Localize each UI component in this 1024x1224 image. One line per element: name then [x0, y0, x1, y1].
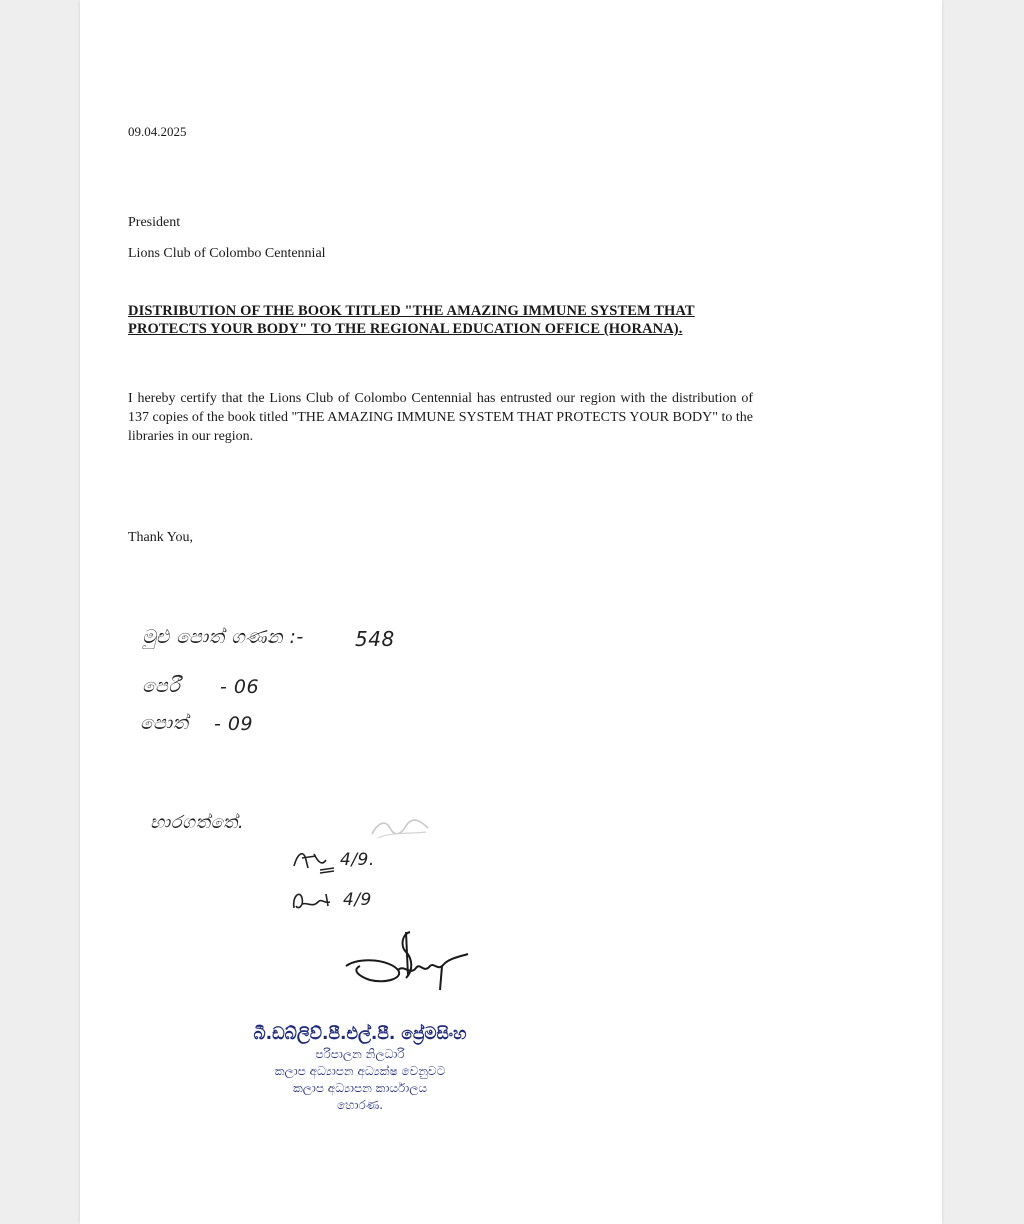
letter-closing: Thank You,	[128, 530, 193, 545]
recipient-organization: Lions Club of Colombo Centennial	[128, 246, 326, 261]
letter-page	[80, 0, 942, 1224]
handwritten-total-value: 548	[355, 627, 395, 651]
recipient-title: President	[128, 215, 181, 230]
initial-signature-2	[288, 886, 344, 916]
stamp-location: හොරණ.	[336, 1098, 384, 1112]
officer-signature	[340, 926, 475, 996]
handwritten-date-2: 4/9	[343, 890, 372, 910]
handwritten-other-label: පොත්	[140, 712, 189, 734]
handwritten-received-label: භාරගත්තේ.	[150, 812, 245, 833]
handwritten-schools-label: පෙරී	[142, 675, 181, 697]
stamp-office-line-2: කලාප අධ්‍යාපන කාර්යාලය	[293, 1081, 427, 1095]
stamp-office-line-1: කලාප අධ්‍යාපන අධ්‍යක්ෂ වෙනුවට	[274, 1064, 446, 1078]
letter-date: 09.04.2025	[128, 124, 187, 139]
handwritten-total-label: මුළු පොත් ගණන :-	[142, 626, 304, 648]
letter-subject: DISTRIBUTION OF THE BOOK TITLED "THE AMAZING IMMUNE SYSTEM THAT PROTECTS YOUR BODY" TO THE REGIONAL EDUCATION OFFICE (HORANA).	[128, 303, 695, 337]
official-stamp	[230, 1022, 490, 1114]
handwritten-schools-value: - 06	[220, 676, 260, 698]
initial-signature-1	[290, 846, 340, 876]
faint-initial-signature	[368, 814, 438, 844]
handwritten-other-value: - 09	[214, 713, 254, 735]
stamp-officer-name: බී.ඩබ්ලිව්.පී.එල්.පී. ප්‍රේමසිංහ	[253, 1024, 467, 1044]
handwritten-date-1: 4/9.	[340, 850, 375, 870]
stamp-designation: පරිපාලන නිලධාරි	[315, 1047, 405, 1061]
letter-body: I hereby certify that the Lions Club of Colombo Centennial has entrusted our region with the distribution of 137 copies of the book titled "THE AMAZING IMMUNE SYSTEM THAT PROTECTS YOUR BODY" to the libraries in our region.	[128, 391, 753, 444]
